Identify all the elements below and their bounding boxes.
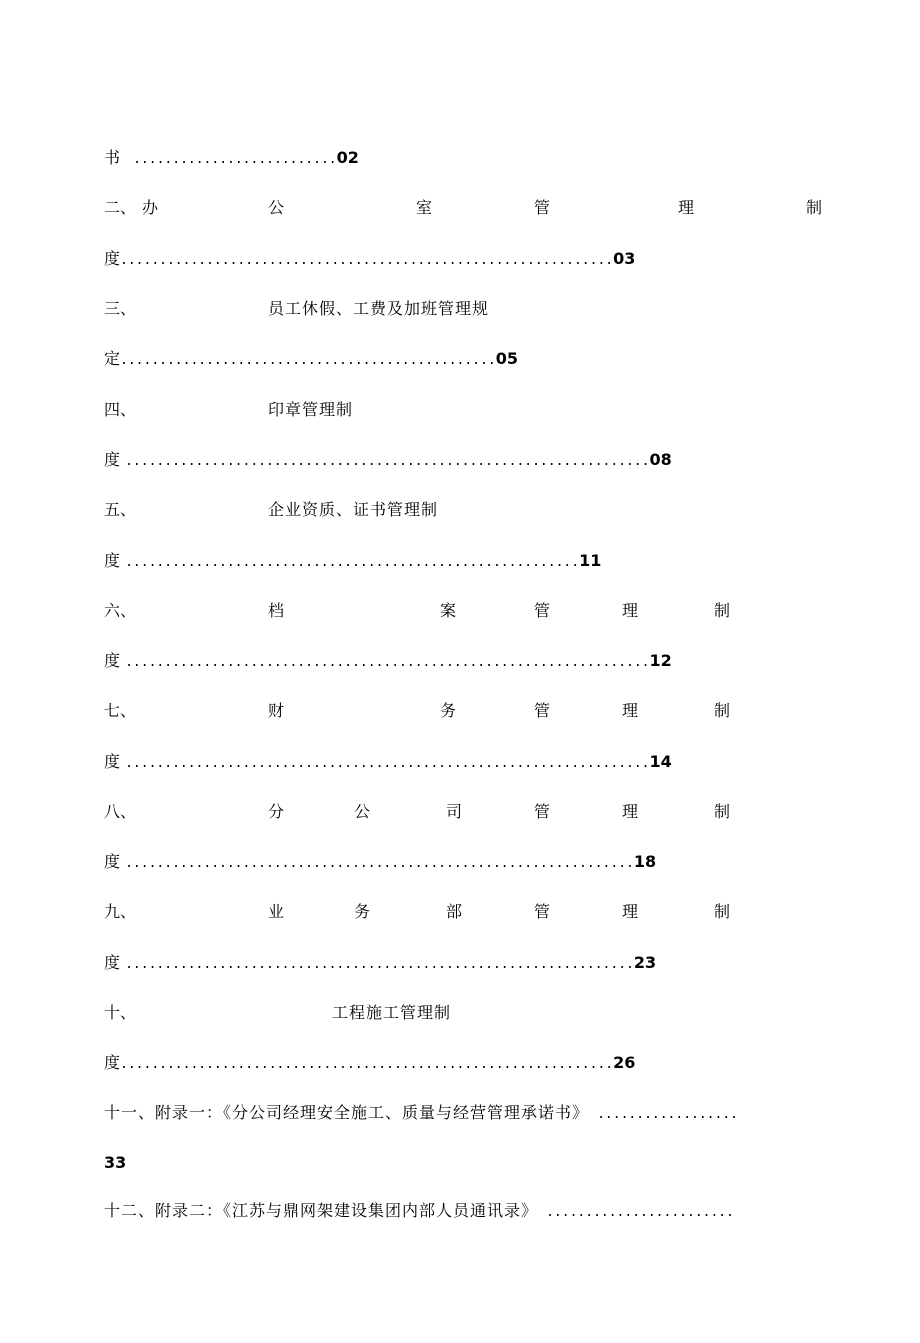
leader-dots: ........................ [546, 1205, 734, 1220]
heading-char: 理 [622, 902, 639, 921]
toc-entry-label: 度 [104, 249, 121, 268]
heading-char: 务 [354, 902, 371, 921]
toc-entry-label: 十二、附录二：《江苏与鼎网架建设集团内部人员通讯录》 [104, 1201, 539, 1220]
leader-dots: ............................................................... [120, 1057, 614, 1072]
heading-char: 管 [534, 802, 551, 821]
toc-entry[interactable] [104, 1099, 738, 1127]
heading-char: 制 [806, 198, 823, 217]
toc-entry-label: 度 [104, 953, 121, 972]
toc-heading-prefix: 九、 [104, 902, 137, 921]
toc-entry-label: 度 [104, 551, 121, 570]
heading-char: 案 [440, 601, 457, 620]
toc-entry[interactable] [104, 446, 672, 474]
toc-heading-prefix: 四、 [104, 400, 137, 419]
page-number: 14 [649, 752, 672, 771]
toc-entry[interactable] [104, 848, 656, 876]
heading-char: 管 [534, 198, 551, 217]
heading-char: 理 [622, 601, 639, 620]
toc-heading-title: 员工休假、工费及加班管理规 [268, 299, 490, 318]
toc-entry-label: 书 [104, 148, 121, 167]
toc-entry[interactable] [104, 1049, 635, 1077]
heading-char: 室 [416, 198, 433, 217]
page-number: 02 [336, 148, 359, 167]
toc-entry-label: 度 [104, 852, 121, 871]
page-number: 03 [613, 249, 636, 268]
page-number: 08 [649, 450, 672, 469]
heading-char: 公 [354, 802, 371, 821]
heading-char: 理 [622, 802, 639, 821]
toc-heading-title: 企业资质、证书管理制 [268, 500, 439, 519]
page-number: 12 [649, 651, 672, 670]
toc-entry-label: 度 [104, 450, 121, 469]
toc-entry-label: 度 [104, 1053, 121, 1072]
toc-heading-prefix: 二、 [104, 198, 137, 217]
heading-char: 制 [714, 802, 731, 821]
toc-entry[interactable] [104, 949, 656, 977]
toc-entry-label: 度 [104, 752, 121, 771]
toc-entry[interactable] [104, 245, 635, 273]
page-number: 23 [633, 953, 657, 972]
page-number: 05 [495, 349, 518, 368]
toc-heading-prefix: 六、 [104, 601, 137, 620]
toc-entry[interactable] [104, 748, 672, 776]
heading-char: 办 [142, 198, 159, 217]
leader-dots: .......................... [133, 152, 337, 167]
heading-char: 部 [446, 902, 463, 921]
heading-char: 业 [268, 902, 285, 921]
toc-heading-prefix: 三、 [104, 299, 137, 318]
heading-char: 管 [534, 902, 551, 921]
toc-heading-title: 印章管理制 [268, 400, 354, 419]
leader-dots: .................. [597, 1107, 738, 1122]
heading-char: 理 [678, 198, 695, 217]
toc-heading-prefix: 五、 [104, 500, 137, 519]
heading-char: 务 [440, 701, 457, 720]
heading-char: 制 [714, 902, 731, 921]
toc-entry-label: 十一、附录一：《分公司经理安全施工、质量与经营管理承诺书》 [104, 1103, 590, 1122]
toc-heading-title: 工程施工管理制 [332, 1003, 452, 1022]
page-number: 18 [633, 852, 657, 871]
toc-entry[interactable] [104, 345, 518, 373]
toc-entry[interactable] [104, 647, 672, 675]
leader-dots: ................................................................... [125, 655, 650, 670]
heading-char: 理 [622, 701, 639, 720]
toc-heading-prefix: 十、 [104, 1003, 137, 1022]
toc-heading-prefix: 八、 [104, 802, 137, 821]
heading-char: 制 [714, 601, 731, 620]
heading-char: 管 [534, 701, 551, 720]
heading-char: 公 [268, 198, 285, 217]
heading-char: 管 [534, 601, 551, 620]
page-number: 11 [579, 551, 602, 570]
toc-entry[interactable] [104, 1197, 734, 1225]
leader-dots: ................................................................... [125, 454, 650, 469]
leader-dots: ................................................ [120, 353, 496, 368]
leader-dots: ................................................................. [125, 957, 634, 972]
toc-entry[interactable] [104, 144, 359, 172]
page-number: 26 [613, 1053, 636, 1072]
heading-char: 分 [268, 802, 285, 821]
toc-entry[interactable] [104, 547, 601, 575]
toc-entry-label: 度 [104, 651, 121, 670]
toc-entry-page[interactable] [104, 1149, 126, 1177]
heading-char: 制 [714, 701, 731, 720]
toc-heading-prefix: 七、 [104, 701, 137, 720]
heading-char: 司 [446, 802, 463, 821]
heading-char: 财 [268, 701, 285, 720]
page-number: 33 [104, 1153, 127, 1172]
toc-entry-label: 定 [104, 349, 121, 368]
leader-dots: ............................................................... [120, 253, 614, 268]
leader-dots: ................................................................. [125, 856, 634, 871]
leader-dots: .......................................................... [125, 555, 580, 570]
heading-char: 档 [268, 601, 285, 620]
leader-dots: ................................................................... [125, 756, 650, 771]
